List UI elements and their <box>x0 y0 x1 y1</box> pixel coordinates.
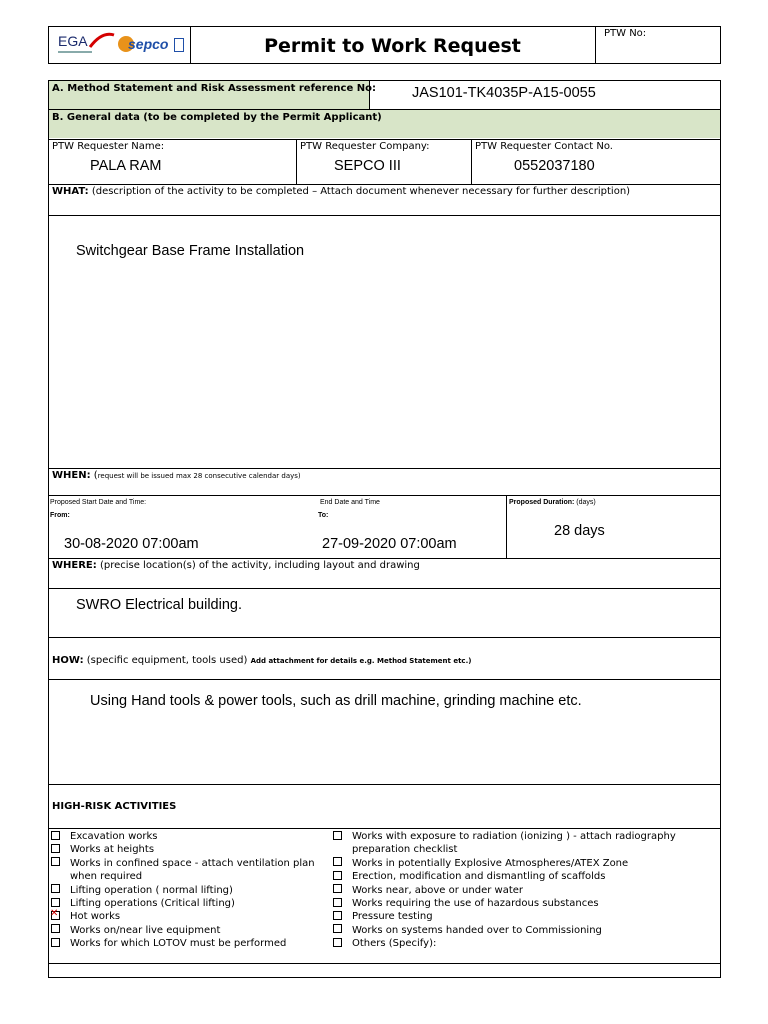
ega-logo: EGA <box>58 33 88 49</box>
requester-name-label: PTW Requester Name: <box>52 141 165 152</box>
high-risk-title: HIGH-RISK ACTIVITIES <box>52 801 177 812</box>
activity-description: Switchgear Base Frame Installation <box>76 243 305 259</box>
risk-item-label: preparation checklist <box>352 844 458 856</box>
ptw-no-label: PTW No: <box>604 28 647 39</box>
risk-item-label: Works for which LOTOV must be performed <box>70 938 287 950</box>
risk-item-label: Works on/near live equipment <box>70 924 221 936</box>
duration-label-bold: Proposed Duration: <box>509 499 575 506</box>
row-line <box>48 784 721 785</box>
risk-item-label: Works requiring the use of hazardous substances <box>352 898 599 909</box>
risk-item[interactable] <box>51 924 220 937</box>
risk-item-continuation <box>51 870 142 883</box>
risk-item-label: Works in confined space - attach ventilation plan <box>70 857 315 869</box>
checkbox-icon[interactable] <box>51 938 60 947</box>
checkbox-icon[interactable] <box>333 911 342 920</box>
checkbox-icon[interactable] <box>51 898 60 907</box>
end-date-value: 27-09-2020 07:00am <box>322 536 457 552</box>
row-line <box>48 215 721 216</box>
start-date-label: Proposed Start Date and Time: <box>50 499 147 506</box>
logo-block <box>54 30 187 60</box>
method-statement-ref: JAS101-TK4035P-A15-0055 <box>412 85 596 101</box>
col-line <box>296 139 297 184</box>
to-label: To: <box>318 512 329 519</box>
risk-item-label: Erection, modification and dismantling of scaffolds <box>352 871 606 883</box>
where-label <box>52 560 420 571</box>
risk-item-label: Works on systems handed over to Commissioning <box>352 924 602 936</box>
row-line <box>48 679 721 680</box>
risk-item[interactable] <box>51 843 154 856</box>
row-line <box>48 588 721 589</box>
row-line <box>48 963 721 964</box>
ega-logo-swoosh <box>88 31 116 51</box>
checkbox-icon[interactable] <box>333 871 342 880</box>
risk-item-label: when required <box>70 871 143 883</box>
how-label-bold: HOW: <box>52 655 84 666</box>
requester-name: PALA RAM <box>90 158 162 174</box>
row-line <box>48 468 721 469</box>
col-line <box>506 495 507 558</box>
checkbox-icon[interactable] <box>51 857 60 866</box>
risk-item[interactable] <box>51 937 286 950</box>
risk-item-label: Others (Specify): <box>352 938 437 950</box>
page-title: Permit to Work Request <box>264 35 521 57</box>
row-line <box>48 828 721 829</box>
where-label-bold: WHERE: <box>52 560 97 571</box>
sepco-logo: sepco <box>128 36 169 52</box>
checkbox-icon[interactable] <box>333 857 342 866</box>
checkbox-icon[interactable] <box>333 898 342 907</box>
requester-company: SEPCO III <box>334 158 401 174</box>
section-a-label: A. Method Statement and Risk Assessment reference No: <box>52 83 376 94</box>
risk-item[interactable] <box>51 897 235 910</box>
risk-item-label: Works in potentially Explosive Atmospheres/ATEX Zone <box>352 857 629 869</box>
sepco-logo-badge-icon <box>174 38 184 52</box>
row-line <box>48 139 721 140</box>
row-line <box>48 184 721 185</box>
from-label: From: <box>50 512 70 519</box>
what-label-bold: WHAT: <box>52 186 89 197</box>
risk-item-label: Works at heights <box>70 844 155 856</box>
row-line <box>48 495 721 496</box>
risk-item-label: Works with exposure to radiation (ionizing ) - attach radiography <box>352 831 676 842</box>
risk-item[interactable] <box>51 884 233 897</box>
risk-item[interactable] <box>51 910 120 923</box>
risk-item[interactable] <box>333 857 628 870</box>
when-label-bold: WHEN: <box>52 470 91 481</box>
checkbox-icon[interactable] <box>51 924 60 933</box>
location-value: SWRO Electrical building. <box>76 597 242 613</box>
checkbox-icon[interactable] <box>51 831 60 840</box>
equipment-value: Using Hand tools & power tools, such as drill machine, grinding machine etc. <box>90 693 582 709</box>
risk-item[interactable] <box>333 897 599 910</box>
checkbox-icon[interactable] <box>51 844 60 853</box>
how-label <box>52 655 471 666</box>
requester-contact-label: PTW Requester Contact No. <box>475 141 613 152</box>
where-label-rest: (precise location(s) of the activity, including layout and drawing <box>96 560 420 571</box>
row-line <box>48 558 721 559</box>
risk-item-label: Lifting operations (Critical lifting) <box>70 898 235 909</box>
risk-item-label: Works near, above or under water <box>352 884 524 896</box>
risk-item-label: Pressure testing <box>352 911 433 923</box>
duration-value: 28 days <box>554 523 605 539</box>
what-label-rest: (description of the activity to be completed – Attach document whenever necessary for further description) <box>88 186 631 197</box>
when-label-rest: request will be issued max 28 consecutive calendar days <box>97 472 298 480</box>
checkbox-icon[interactable] <box>333 938 342 947</box>
risk-item[interactable] <box>51 857 315 870</box>
risk-item[interactable] <box>333 910 433 923</box>
checkbox-icon[interactable] <box>333 924 342 933</box>
end-date-label: End Date and Time <box>320 499 380 506</box>
row-line <box>48 637 721 638</box>
when-label <box>52 470 301 481</box>
checkbox-icon[interactable] <box>333 884 342 893</box>
how-label-small: Add attachment for details e.g. Method Statement etc.) <box>250 657 472 665</box>
checkbox-icon[interactable] <box>333 831 342 840</box>
risk-item-label: Excavation works <box>70 831 158 842</box>
risk-item[interactable] <box>333 830 676 843</box>
ega-logo-tagline-icon <box>58 51 92 53</box>
how-label-rest: (specific equipment, tools used) <box>83 655 251 666</box>
start-date-value: 30-08-2020 07:00am <box>64 536 199 552</box>
risk-item-label: Hot works <box>70 911 121 923</box>
risk-item[interactable] <box>333 937 436 950</box>
requester-contact: 0552037180 <box>514 158 595 174</box>
risk-item-continuation <box>333 843 457 856</box>
section-b-label: B. General data (to be completed by the Permit Applicant) <box>52 112 382 123</box>
risk-item[interactable] <box>333 870 606 883</box>
risk-item[interactable] <box>51 830 157 843</box>
checkbox-checked-icon[interactable] <box>51 911 60 920</box>
risk-item-label: Lifting operation ( normal lifting) <box>70 884 233 896</box>
risk-item[interactable] <box>333 924 602 937</box>
duration-label-unit: (days) <box>574 499 596 506</box>
header-ptw-divider <box>595 26 596 64</box>
duration-label <box>509 499 596 506</box>
what-label <box>52 186 630 197</box>
requester-company-label: PTW Requester Company: <box>300 141 430 152</box>
checkbox-icon[interactable] <box>51 884 60 893</box>
col-line <box>471 139 472 184</box>
risk-item[interactable] <box>333 884 523 897</box>
when-label-paren: ( <box>90 470 98 481</box>
when-label-close: ) <box>297 472 301 480</box>
